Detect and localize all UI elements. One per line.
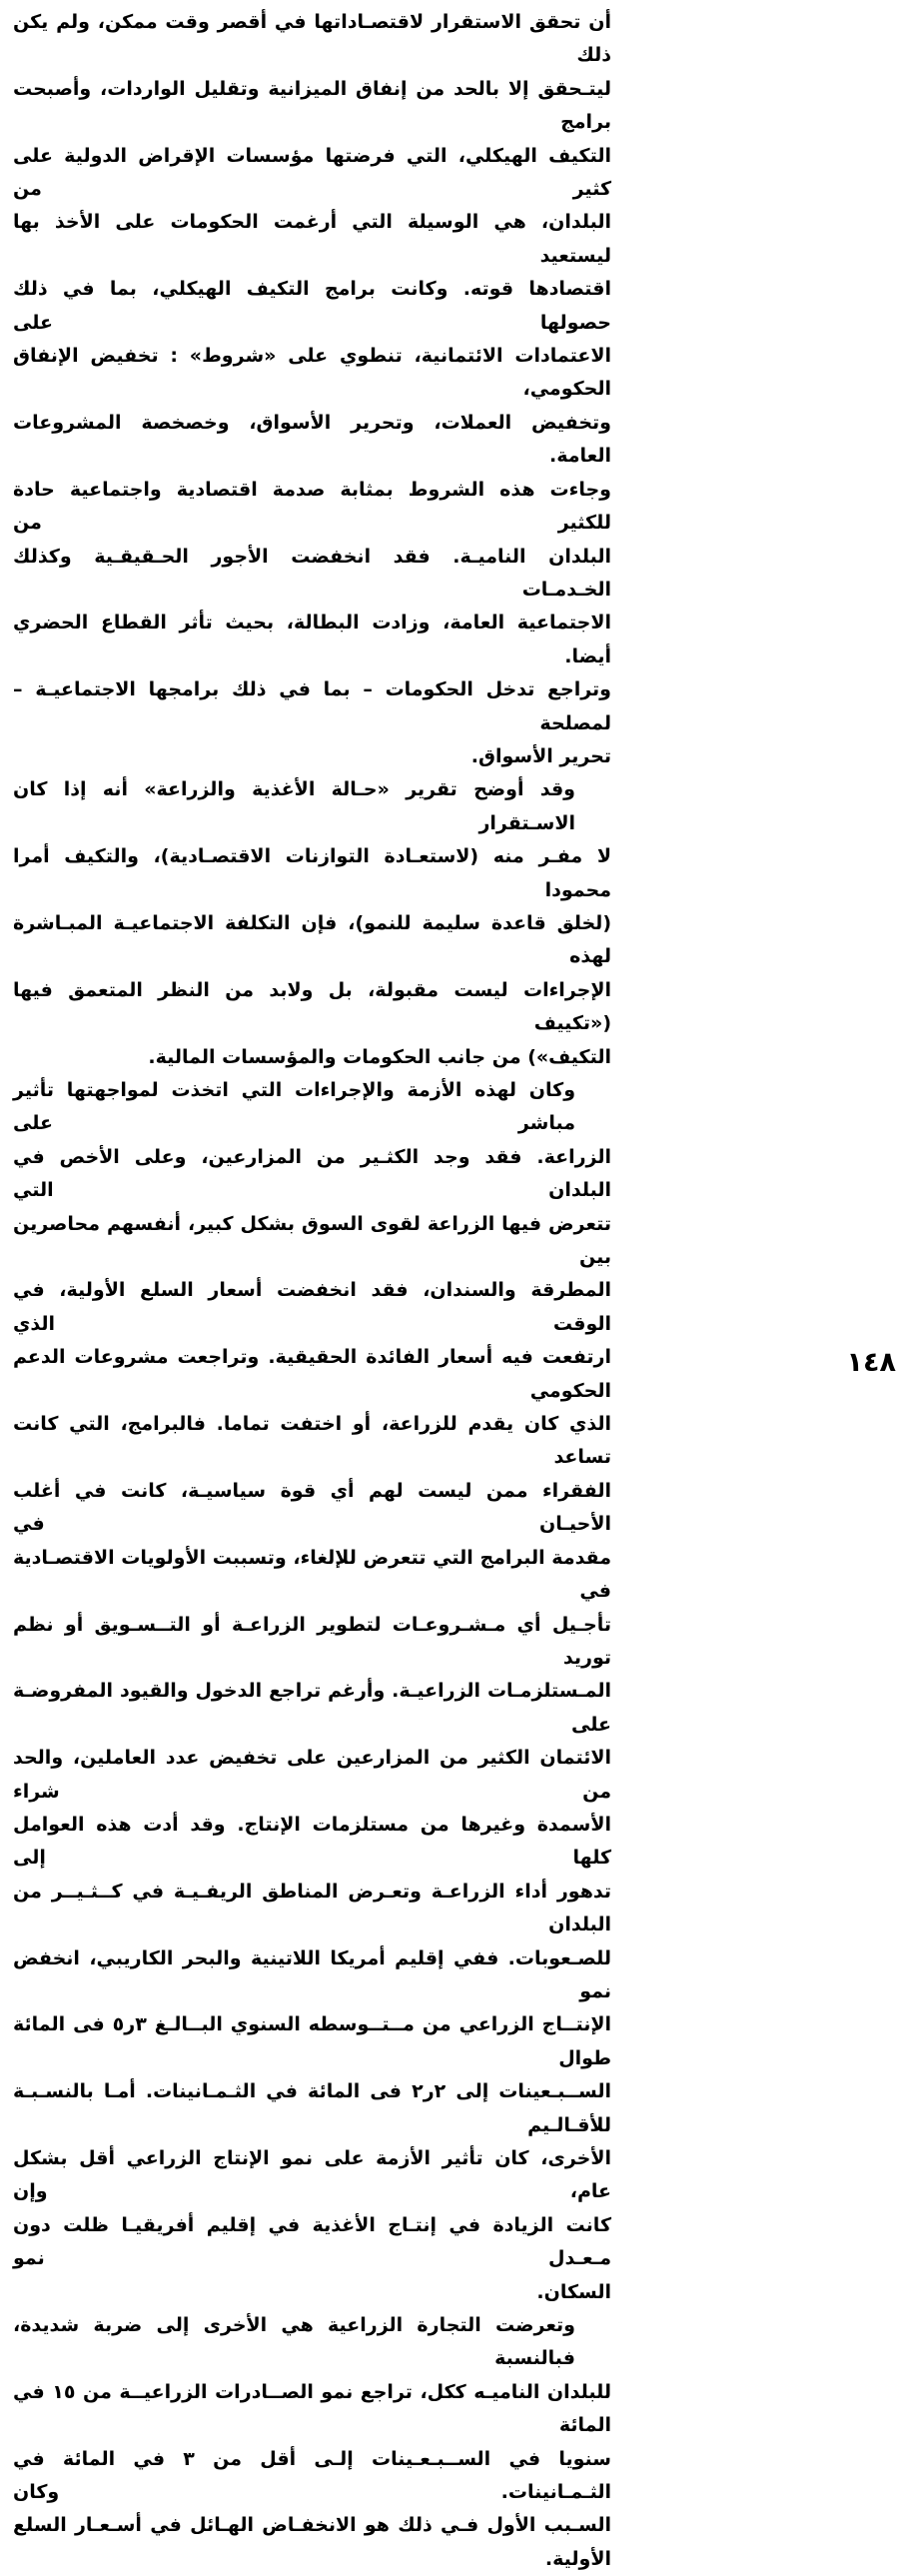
text-line: الزراعة. فقد وجد الكثـير من المزارعين، وعلى الأخص في البلدان التي [13, 1145, 611, 1202]
text-line: الســبـعينات إلى ٢ر٢ فى المائة في الثـمـانينات. أمـا بالنسـبـة للأقـالـيم [13, 2080, 611, 2136]
text-line: كانت الزيادة في إنتـاج الأغذية في إقليم أفريقيـا ظلت دون مـعـدل نمو [13, 2213, 611, 2270]
text-line: الإجراءات ليست مقبولة، بل ولابد من النظر المتعمق فيها («تكييف [13, 978, 611, 1035]
text-line: ليتـحقق إلا بالحد من إنفاق الميزانية وتقليل الواردات، وأصبحت برامج [13, 77, 611, 134]
body-text [13, 6, 611, 2576]
text-line: الإنتــاج الزراعي من مــتــوسطه السنوي البــالـغ ٣ر٥ فى المائة طوال [13, 2013, 611, 2069]
text-line: التكيف») من جانب الحكومات والمؤسسات المالية. [148, 1045, 611, 1068]
text-line: البلدان الناميـة. فقد انخفضت الأجور الحـقيقـية وكذلك الخـدمـات [13, 545, 611, 601]
text-line: تحرير الأسواق. [470, 744, 611, 767]
paragraph [13, 1074, 611, 2309]
text-line: الاعتمادات الائتمانية، تنطوي على «شروط» : تخفيض الإنفاق الحكومي، [13, 345, 611, 401]
text-line: لا مفـر منه (لاستعـادة التوازنات الاقتصـادية)، والتكيف أمرا محمودا [13, 845, 611, 901]
text-line: الأخرى، كان تأثير الأزمة على نمو الإنتاج الزراعي أقل بشكل عام، وإن [13, 2147, 611, 2203]
text-line: وتعرضت التجارة الزراعية هي الأخرى إلى ضربة شديدة، فبالنسبة [13, 2314, 575, 2370]
text-line: اقتصادها قوته. وكانت برامج التكيف الهيكلي، بما في ذلك حصولها على [13, 278, 611, 334]
text-line: للصـعوبات. ففي إقليم أمريكا اللاتينية والبحر الكاريبي، انخفض نمو [13, 1946, 611, 2002]
text-line: السـبب الأول فـي ذلك هو الانخفـاض الهـائل في أسـعـار السلع الأولية. [13, 2514, 611, 2570]
text-line: وجاءت هذه الشروط بمثابة صدمة اقتصادية واجتماعية حادة للكثير من [13, 478, 611, 535]
text-line: الائتمان الكثير من المزارعين على تخفيض عدد العاملين، والحد من شراء [13, 1747, 611, 1803]
text-line: التكيف الهيكلي، التي فرضتها مؤسسات الإقراض الدولية على كثير من [13, 144, 611, 201]
text-line: وكان لهذه الأزمة والإجراءات التي اتخذت لمواجهتها تأثير مباشر على [13, 1079, 575, 1135]
paragraph [13, 773, 611, 1074]
text-line: تتعرض فيها الزراعة لقوى السوق بشكل كبير، أنفسهم محاصرين بين [13, 1212, 611, 1269]
text-line: مقدمة البرامج التي تتعرض للإلغاء، وتسببت الأولويات الاقتصـادية في [13, 1546, 611, 1603]
text-line: وتراجع تدخل الحكومات – بما في ذلك برامجها الاجتماعيـة – لمصلحة [13, 678, 611, 734]
text-line: (لخلق قاعدة سليمة للنمو)، فإن التكلفة الاجتماعيـة المبـاشرة لهذه [13, 911, 611, 968]
text-line: وقد أوضح تقرير «حـالة الأغذية والزراعة» أنه إذا كان الاسـتقرار [13, 778, 575, 834]
text-line: وتخفيض العملات، وتحرير الأسواق، وخصخصة المشروعات العامة. [13, 411, 611, 468]
text-line: الأسمدة وغيرها من مستلزمات الإنتاج. وقد أدت هذه العوامل كلها إلى [13, 1813, 611, 1870]
paragraph [13, 2309, 611, 2576]
text-line: أن تحقق الاستقرار لاقتصـاداتها في أقصر وقت ممكن، ولم يكن ذلك [13, 11, 611, 67]
text-line: ارتفعت فيه أسعار الفائدة الحقيقية. وتراجعت مشروعات الدعم الحكومي [13, 1346, 611, 1402]
paragraph [13, 6, 611, 773]
text-line: سنويا في الســبـعـينات إلـى أقل من ٣ في المائة في الثـمـانينات. وكان [13, 2447, 611, 2504]
text-line: تدهور أداء الزراعـة وتعـرض المناطق الريفـيـة في كــثـيــر من البلدان [13, 1880, 611, 1936]
page-number: ١٤٨ [846, 1347, 896, 1378]
text-line: المـستلزمـات الزراعيـة. وأرغم تراجع الدخول والقيود المفروضـة على [13, 1680, 611, 1736]
text-line: الفقراء ممن ليست لهم أي قوة سياسيـة، كانت في أغلب الأحيـان في [13, 1479, 611, 1536]
text-line: البلدان، هي الوسيلة التي أرغمت الحكومات على الأخذ بها ليستعيد [13, 211, 611, 267]
text-line: للبلدان الناميـه ككل، تراجع نمو الصــادرات الزراعيــة من ١٥ في المائة [13, 2380, 611, 2437]
text-line: تأجـيل أي مـشـروعـات لتطوير الزراعـة أو التــسـويق أو نظم توريد [13, 1613, 611, 1669]
text-line: الاجتماعية العامة، وزادت البطالة، بحيث تأثر القطاع الحضري أيضا. [13, 612, 611, 667]
text-line: الذي كان يقدم للزراعة، أو اختفت تماما. فالبرامج، التي كانت تساعد [13, 1413, 611, 1469]
text-line: السكان. [536, 2280, 611, 2303]
text-line: المطرقة والسندان، فقد انخفضت أسعار السلع الأولية، في الوقت الذي [13, 1279, 611, 1335]
